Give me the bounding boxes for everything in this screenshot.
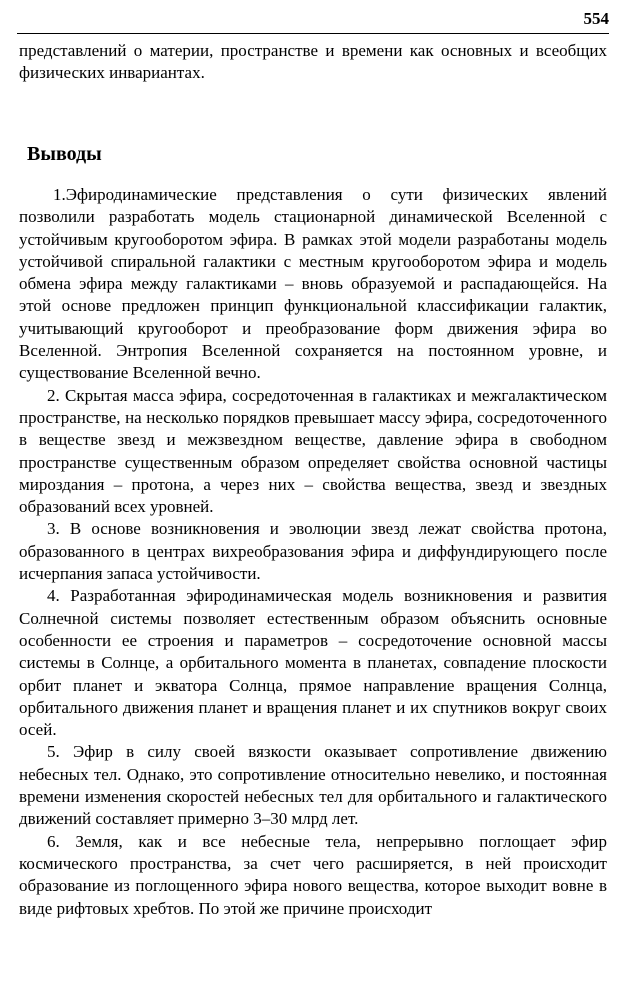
- conclusion-item-5: 5. Эфир в силу своей вязкости оказывает сопротивление движению небесных тел. Однако, это сопротивление относительно невелико, и постоянная времени изменения скоростей небесных тел для орбитального и галактического движений составляет примерно 3–30 млрд лет.: [19, 742, 607, 829]
- section-title: Выводы: [27, 143, 102, 165]
- conclusion-item-2: 2. Скрытая масса эфира, сосредоточенная в галактиках и межгалактическом пространстве, на несколько порядков превышает массу эфира, сосредоточенного в веществе звезд и межзвездном веществе, давление эфира в свободном пространстве существенным образом определяет свойства основной частицы мироздания – протона, а через них – свойства вещества, звезд и звездных образований всех уровней.: [19, 385, 607, 517]
- page-number: 554: [583, 9, 609, 28]
- intro-paragraph: представлений о материи, пространстве и времени как основных и всеобщих физических инвариантах.: [19, 41, 607, 83]
- conclusion-item-1: 1.Эфиродинамические представления о сути физических явлений позволили разработать модель стационарной динамической Вселенной с устойчивым кругооборотом эфира. В рамках этой модели разработаны модель устойчивой спиральной галактики с местным кругооборотом эфира и модель обмена эфира между галактиками – вновь образуемой и распадающейся. На этой основе предложен принцип функциональной классификации галактик, учитывающий кругооборот и преобразование форм движения эфира во Вселенной. Энтропия Вселенной сохраняется на постоянном уровне, и существование Вселенной вечно.: [19, 185, 607, 383]
- conclusion-item-3: 3. В основе возникновения и эволюции звезд лежат свойства протона, образованного в центрах вихреобразования эфира и диффундирующего после исчерпания запаса устойчивости.: [19, 519, 607, 584]
- conclusion-item-6: 6. Земля, как и все небесные тела, непрерывно поглощает эфир космического пространства, за счет чего расширяется, в ней происходит образование из поглощенного эфира нового вещества, которое выходит вовне в виде рифтовых хребтов. По этой же причине происходит: [19, 831, 607, 918]
- conclusions-list: [19, 184, 607, 920]
- intro-block: [19, 40, 607, 85]
- conclusion-item-4: 4. Разработанная эфиродинамическая модель возникновения и развития Солнечной системы позволяет естественным образом объяснить основные особенности ее строения и параметров – сосредоточение основной массы системы в Солнце, а орбитального момента в планетах, совпадение плоскости орбит планет и экватора Солнца, прямое направление вращения Солнца, орбитального движения планет и вращения планет и их спутников вокруг своих осей.: [19, 586, 607, 740]
- page-header: [17, 0, 609, 34]
